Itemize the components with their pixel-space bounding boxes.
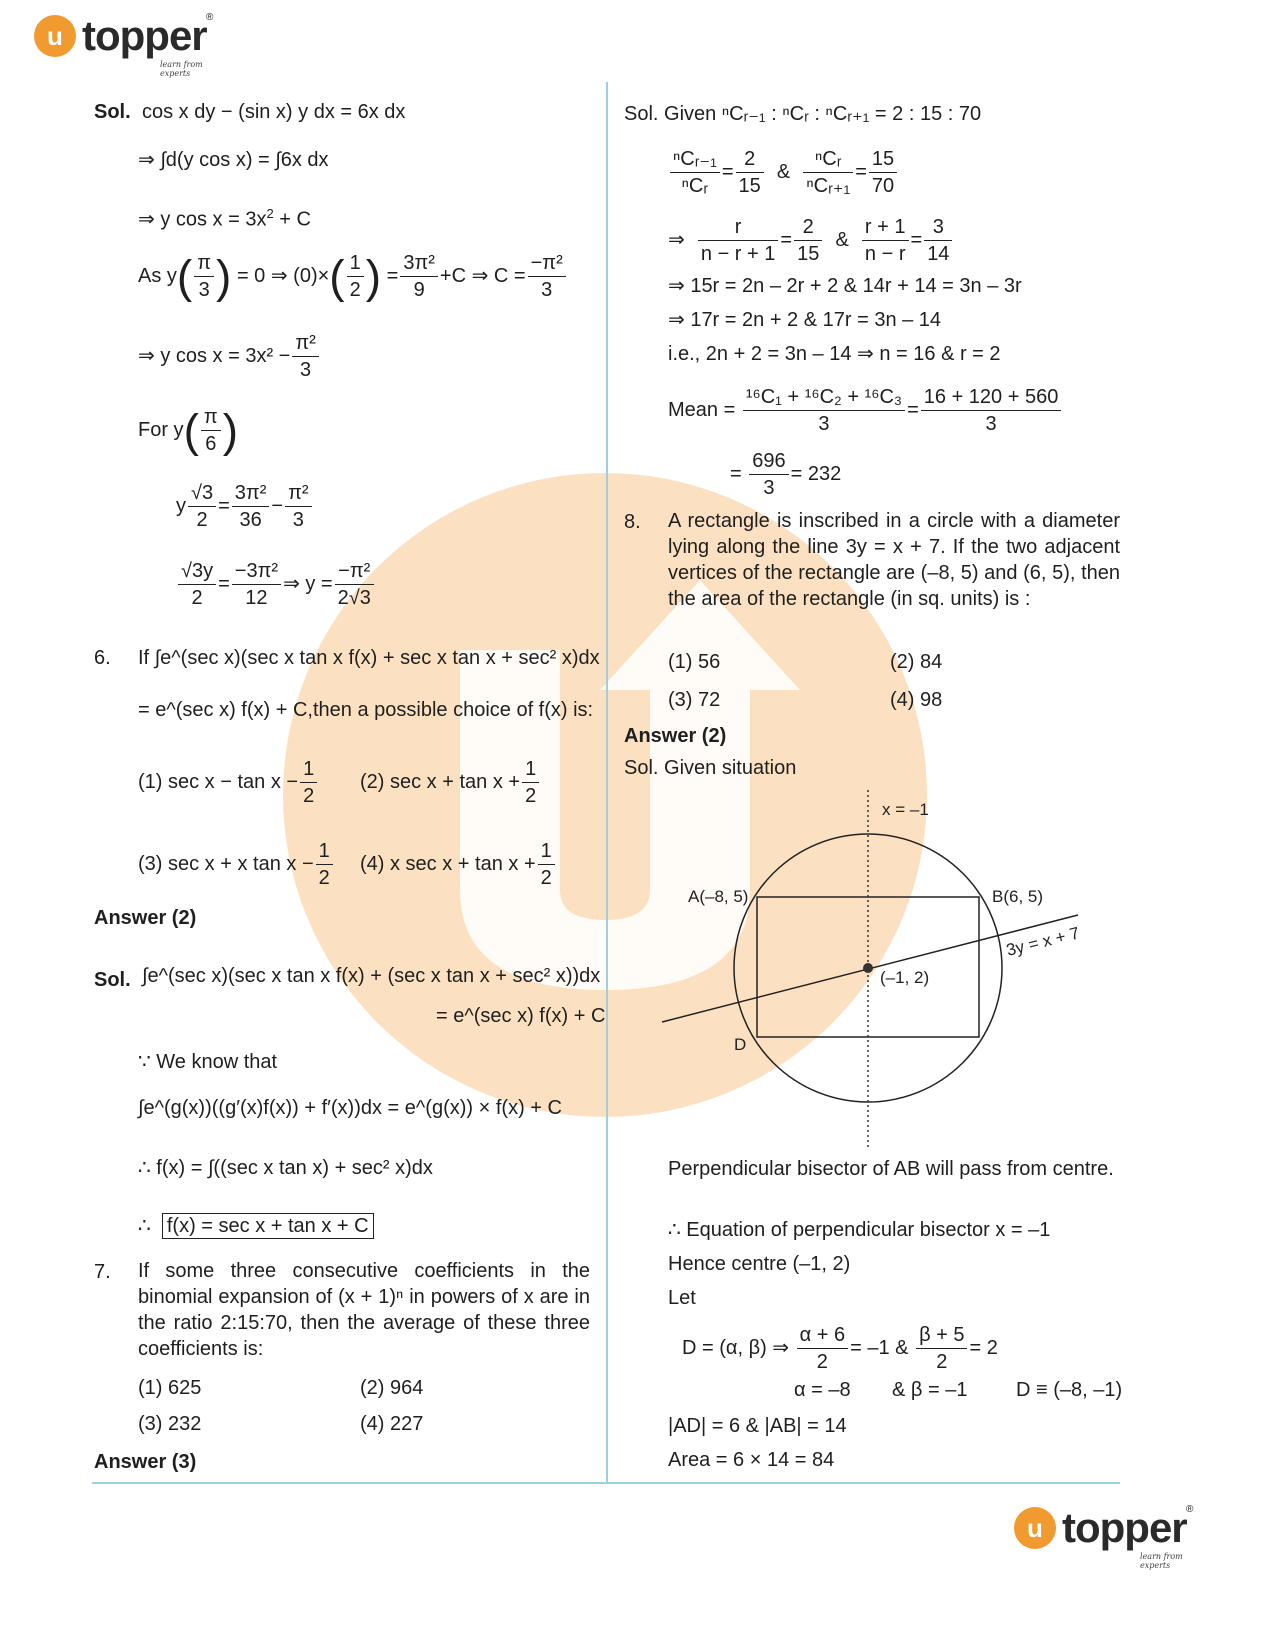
option [360,838,557,891]
denominator: 2 [936,1351,948,1373]
fraction [232,480,270,533]
label-B: B(6, 5) [992,887,1044,906]
equation-line: ∵ We know that [138,1051,278,1073]
numerator: 1 [347,250,364,277]
solution-text: Perpendicular bisector of AB will pass from centre. [668,1158,1114,1180]
paren: ) [365,250,382,303]
denominator: 15 [797,243,820,265]
fraction [528,250,566,303]
numerator: −π² [335,558,374,585]
equation-line [668,384,1063,437]
denominator: 2 [349,279,361,301]
denominator: ⁿCᵣ₊₁ [806,175,851,197]
label-x-line: x = –1 [882,800,929,819]
fraction [285,480,311,533]
equation-line [176,480,314,533]
denominator: 2 [191,587,203,609]
denominator: 12 [245,587,268,609]
equation-line: & β = –1 [892,1379,968,1401]
denominator: 3 [763,477,775,499]
therefore-symbol: ∴ [138,1215,151,1237]
equation-line: ∫e^(sec x)(sec x tan x f(x) + (sec x tan x + sec² x))dx [142,965,601,987]
text: − [271,494,284,517]
text: = –1 & [850,1336,909,1359]
paren: ) [222,404,239,457]
numerator: 3 [924,214,952,241]
denominator: 3 [818,413,830,435]
fraction [921,384,1062,437]
registered-mark: ® [206,12,214,23]
text: = [855,160,867,183]
brand-logo-top [34,12,214,78]
label-line: 3y = x + 7 [1004,923,1082,960]
fraction [538,838,555,891]
denominator: 2 [525,785,537,807]
denominator: 2 [303,785,315,807]
text: & [835,228,849,251]
column-divider [606,82,608,1482]
brand-tagline: learn from experts [160,60,203,78]
denominator: 9 [413,279,425,301]
question-text: If some three consecutive coefficients in the binomial expansion of (x + 1)ⁿ in powers of x are in the ratio 2:15:70, then the average of these three coefficients is: [138,1260,590,1360]
paren: ( [176,250,193,303]
fraction [300,756,317,809]
denominator: n − r [864,243,906,265]
denominator: 36 [239,509,262,531]
numerator: ¹⁶C₁ + ¹⁶C₂ + ¹⁶C₃ [743,384,905,411]
fraction [316,838,333,891]
brand-wordmark: topper [1062,1504,1187,1551]
denominator: 2 [540,867,552,889]
question-text: A rectangle is inscribed in a circle with a diameter lying along the line 3y = x + 7. If the two adjacent vertices of the rectangle are (–8, 5) and (6, 5), then the area of the rectangle (in sq. units) is : [668,510,1120,610]
fraction [201,404,221,457]
denominator: n − r + 1 [700,243,776,265]
fraction [188,480,216,533]
numerator: 1 [316,838,333,865]
option [360,756,541,809]
equation-line [138,250,568,303]
text: (1) sec x − tan x − [138,770,299,793]
solution-text: Let [668,1287,696,1309]
fraction [178,558,216,611]
text: = [910,228,923,251]
text: 2 [266,206,274,221]
fraction [749,448,788,501]
question-number: 7. [94,1261,111,1283]
equation-line: ⇒ 15r = 2n – 2r + 2 & 14r + 14 = 3n – 3r [668,275,1022,297]
equation-line: Sol. Given ⁿCᵣ₋₁ : ⁿCᵣ : ⁿCᵣ₊₁ = 2 : 15 : 70 [624,103,982,125]
equation-line [138,202,311,232]
text: D = (α, β) ⇒ [682,1336,790,1359]
centre-point [863,963,873,973]
option [138,756,319,809]
numerator: −3π² [232,558,281,585]
text: Mean = [668,398,736,421]
geometry-figure [640,780,1120,1160]
fraction [924,214,952,267]
question-text: If ∫e^(sec x)(sec x tan x f(x) + sec x tan x + sec² x)dx [138,647,600,669]
option [138,838,335,891]
option: (1) 56 [668,651,721,673]
denominator: 2 [318,867,330,889]
numerator: 1 [300,756,317,783]
equation-line [668,146,899,199]
u-logo-icon: u [34,15,76,57]
equation-line: |AD| = 6 & |AB| = 14 [668,1415,847,1437]
numerator: β + 5 [916,1322,967,1349]
brand-logo-bottom [1014,1504,1194,1570]
solution-text: Hence centre (–1, 2) [668,1253,851,1275]
equation-line: ∴ f(x) = ∫((sec x tan x) + sec² x)dx [138,1157,433,1179]
sol-label: Sol. [94,101,131,123]
equation-line [138,404,238,457]
fraction [797,1322,848,1375]
fraction [292,330,318,383]
numerator: 2 [794,214,822,241]
text: = [218,572,230,595]
numerator: 696 [749,448,788,475]
fraction [743,384,905,437]
brand-wordmark: topper [82,12,207,59]
text: ⇒ y cos x = 3x² − [138,344,291,367]
denominator: 3 [292,509,304,531]
equation-line [730,448,841,501]
equation-line: = e^(sec x) f(x) + C [436,1005,606,1027]
text: For y [138,418,184,441]
denominator: 2 [816,1351,828,1373]
option: (4) 227 [360,1413,424,1435]
equation-line: α = –8 [794,1379,851,1401]
text: = [386,264,399,287]
fraction [862,214,909,267]
equation-line: ⇒ 17r = 2n + 2 & 17r = 3n – 14 [668,309,942,331]
denominator: 3 [300,359,312,381]
numerator: 16 + 120 + 560 [921,384,1062,411]
text: = 2 [969,1336,998,1359]
boxed-result: f(x) = sec x + tan x + C [162,1213,374,1239]
numerator: π [194,250,214,277]
denominator: 14 [927,243,950,265]
paren: ) [216,250,232,303]
text: ⇒ y = [283,572,333,595]
text: y [176,494,186,517]
paren: ( [329,250,345,303]
option: (1) 625 [138,1377,202,1399]
denominator: 3 [541,279,553,301]
text: = [721,160,734,183]
paren: ( [183,404,199,457]
u-logo-icon: u [1014,1507,1056,1549]
fraction [803,146,853,199]
text: = [780,228,793,251]
fraction [232,558,281,611]
fraction [698,214,779,267]
question-number: 6. [94,647,111,669]
equation-line [138,1214,374,1238]
label-D: D [734,1035,747,1054]
numerator: −π² [528,250,566,277]
sol-label: Sol. [94,969,131,991]
equation-line: i.e., 2n + 2 = 3n – 14 ⇒ n = 16 & r = 2 [668,343,1001,365]
fraction [400,250,438,303]
text: = [730,462,742,485]
equation-line [682,1322,998,1375]
text: & [776,160,791,183]
fraction [194,250,214,303]
answer-label: Answer (3) [94,1451,197,1473]
text: = 232 [790,462,842,485]
fraction [869,146,897,199]
text: ⇒ y cos x = 3x [138,208,267,231]
denominator: 6 [205,433,217,455]
text: (4) x sec x + tan x + [360,852,536,875]
numerator: r [698,214,779,241]
option: (2) 84 [890,651,943,673]
bottom-rule [92,1482,1120,1484]
option: (4) 98 [890,689,943,711]
denominator: 2 [196,509,208,531]
numerator: 1 [538,838,555,865]
equation-line: ∫e^(g(x))((g′(x)f(x)) + f′(x))dx = e^(g(x)) × f(x) + C [138,1097,562,1119]
denominator: ⁿCᵣ [681,175,709,197]
fraction [916,1322,967,1375]
sol-heading: Sol. Given situation [624,757,797,779]
numerator: 2 [736,146,764,173]
equation-line [138,330,321,383]
option: (2) 964 [360,1377,424,1399]
fraction [335,558,374,611]
answer-label: Answer (2) [94,907,197,929]
fraction [522,756,539,809]
text: = e^(sec x) f(x) + C [138,699,308,721]
numerator: 15 [869,146,897,173]
text: ,then a possible choice of f(x) is: [307,699,594,721]
text: +C ⇒ C = [439,264,526,287]
brand-tagline: learn from experts [1140,1552,1183,1570]
denominator: 70 [871,175,895,197]
text: (3) sec x + x tan x − [138,852,314,875]
solution-text: ∴ Equation of perpendicular bisector x = –1 [668,1219,1051,1241]
numerator: ⁿCᵣ₋₁ [670,146,720,173]
option: (3) 232 [138,1413,202,1435]
denominator: 2√3 [337,587,371,609]
label-A: A(–8, 5) [688,887,749,906]
text: + C [273,208,311,231]
text: As y [138,264,177,287]
numerator: ⁿCᵣ [803,146,853,173]
equation-line: cos x dy − (sin x) y dx = 6x dx [142,101,406,123]
text: = [907,398,919,421]
text: ⇒ [668,228,685,251]
fraction [670,146,720,199]
numerator: α + 6 [797,1322,848,1349]
numerator: √3y [178,558,216,585]
equation-line [176,558,376,611]
equation-line: D ≡ (–8, –1) [1016,1379,1123,1401]
question-text [138,698,593,722]
fraction [347,250,364,303]
answer-label: Answer (2) [624,725,727,747]
denominator: 3 [198,279,210,301]
option: (3) 72 [668,689,721,711]
numerator: r + 1 [862,214,909,241]
equation-line: ⇒ ∫d(y cos x) = ∫6x dx [138,149,329,171]
question-number: 8. [624,511,641,533]
text: = [218,494,230,517]
text: = 0 ⇒ (0)× [236,264,330,287]
equation-line: Area = 6 × 14 = 84 [668,1449,835,1471]
numerator: √3 [188,480,216,507]
numerator: 3π² [400,250,438,277]
numerator: 1 [522,756,539,783]
numerator: π² [292,330,318,357]
text: (2) sec x + tan x + [360,770,521,793]
label-centre: (–1, 2) [880,968,930,987]
fraction [736,146,764,199]
denominator: 3 [985,413,997,435]
denominator: 15 [738,175,761,197]
registered-mark: ® [1186,1504,1194,1515]
numerator: π² [285,480,311,507]
fraction [794,214,822,267]
equation-line [668,214,954,267]
numerator: 3π² [232,480,270,507]
numerator: π [201,404,221,431]
